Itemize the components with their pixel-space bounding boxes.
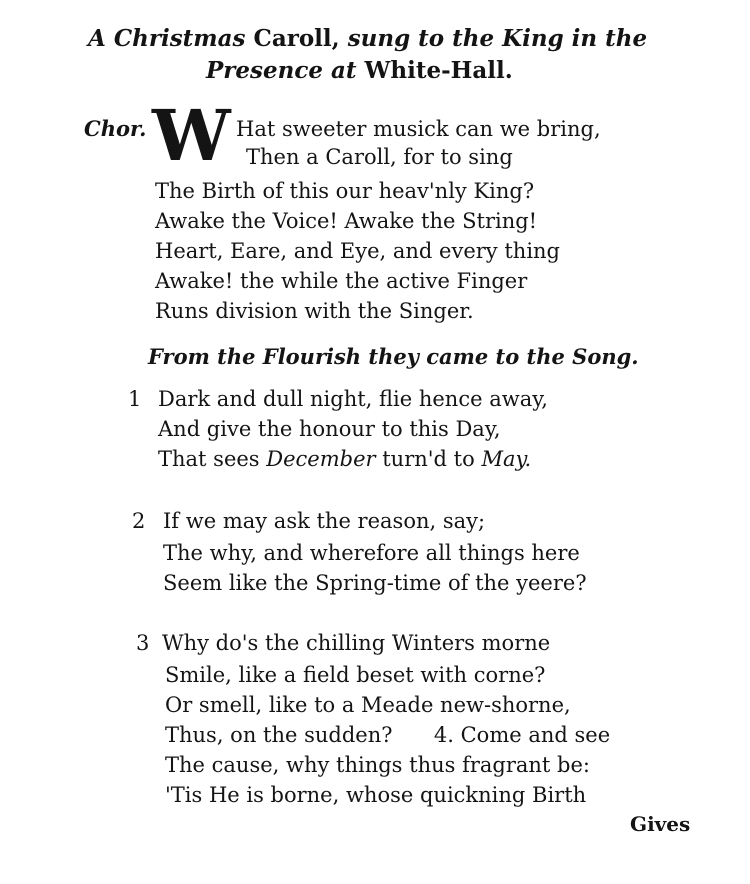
stanza-1-may: May. [481,447,532,471]
title-line-1 [88,26,647,52]
stanza-2-number: 2 [132,509,146,533]
stanza-3-line-6: 'Tis He is borne, whose quickning Birth [165,783,587,807]
stanza-3-line-3: Or smell, like to a Meade new-shorne, [165,693,571,717]
title-caroll: Caroll, [253,25,340,52]
title-a-christmas: A Christmas [88,25,246,52]
stanza-1-line-3 [158,446,531,472]
stanza-2-line-3: Seem like the Spring-time of the yeere? [163,571,587,595]
catchword: Gives [630,812,691,836]
chorus-line-4: Awake the Voice! Awake the String! [155,209,538,233]
subheading: From the Flourish they came to the Song. [148,344,639,369]
stanza-1-that-sees: That sees [158,447,260,471]
title-sung-to-king: sung to the King in the [347,25,648,52]
stanza-1-line-2: And give the honour to this Day, [158,417,501,441]
stanza-3-line-2: Smile, like a field beset with corne? [165,663,546,687]
stanza-3-number: 3 [136,631,150,655]
title-line-2 [206,58,513,84]
stanza-3-line-5: The cause, why things thus fragrant be: [165,753,590,777]
stanza-1-number: 1 [128,387,142,411]
stanza-1-turnd-to: turn'd to [382,447,475,471]
chorus-label: Chor. [84,116,147,141]
drop-cap: W [152,94,231,177]
stanza-4-come-and-see: Come and see [460,723,611,747]
chorus-line-3: The Birth of this our heav'nly King? [155,179,535,203]
stanza-2-line-2: The why, and wherefore all things here [163,541,580,565]
stanza-1-december: December [266,447,376,471]
stanza-3-thus-on-sudden: Thus, on the sudden? [165,723,393,747]
stanza-3-line-1: Why do's the chilling Winters morne [162,631,551,655]
chorus-line-7: Runs division with the Singer. [155,299,474,323]
stanza-2-line-1: If we may ask the reason, say; [163,509,486,533]
chorus-line-5: Heart, Eare, and Eye, and every thing [155,239,560,263]
stanza-3-line-4 [165,722,610,748]
title-presence: Presence at [206,57,357,84]
title-white-hall: White-Hall. [364,57,513,84]
chorus-line-1: Hat sweeter musick can we bring, [236,117,601,141]
stanza-4-number: 4. [433,723,454,747]
chorus-line-2: Then a Caroll, for to sing [246,145,513,169]
chorus-line-6: Awake! the while the active Finger [155,269,528,293]
stanza-1-line-1: Dark and dull night, flie hence away, [158,387,548,411]
